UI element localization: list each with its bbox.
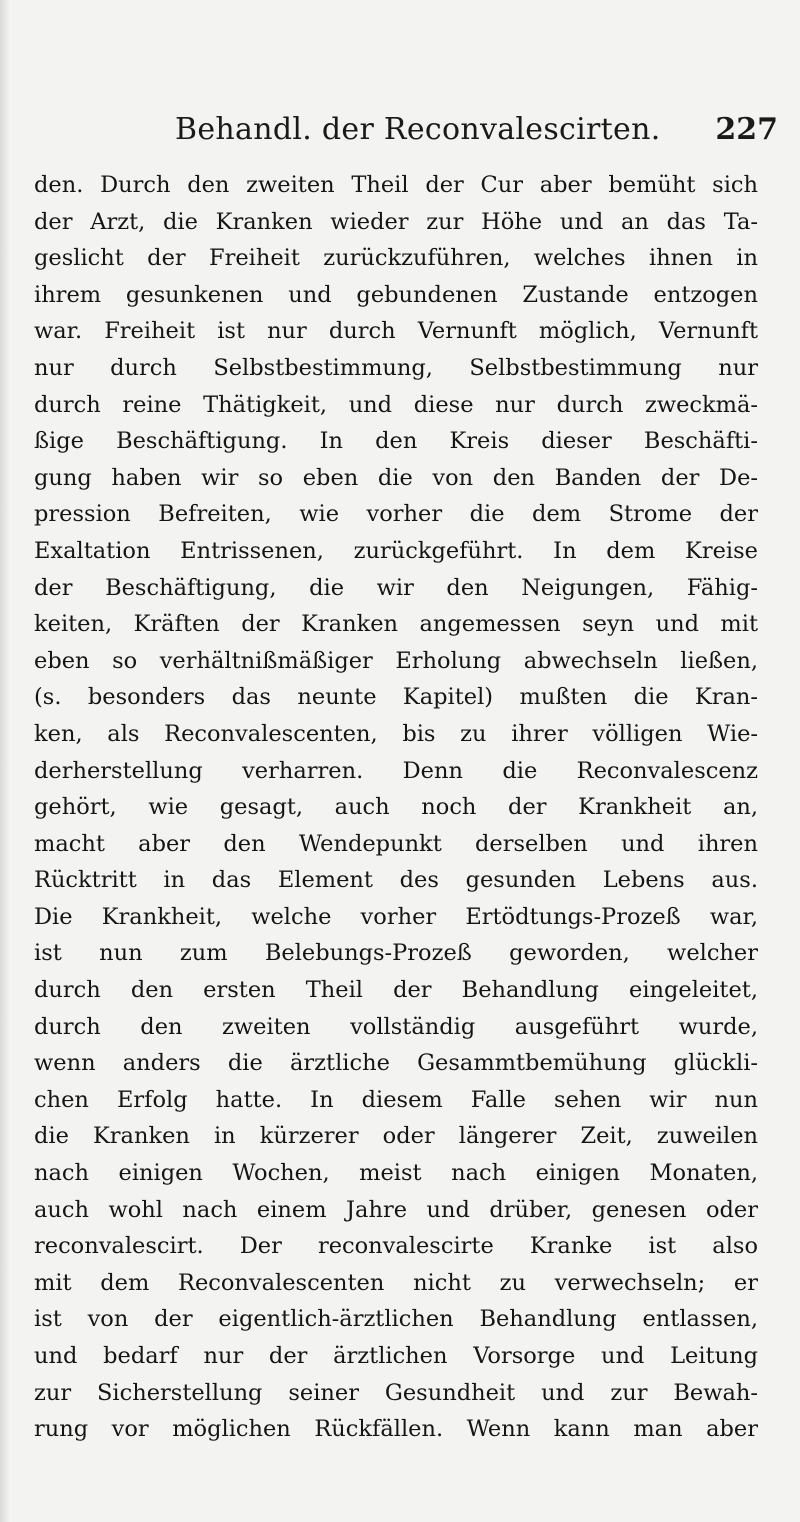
text-line: durch den zweiten vollständig ausgeführt wurde, [34,1013,758,1040]
text-line: Exaltation Entrissenen, zurückgeführt. In dem Kreise [34,537,758,564]
text-line: mit dem Reconvalescenten nicht zu verwechseln; er [34,1269,758,1296]
text-line: geslicht der Freiheit zurückzuführen, welches ihnen in [34,245,758,272]
text-line: keiten, Kräften der Kranken angemessen seyn und mit [34,611,758,638]
text-line: ist nun zum Belebungs-Prozeß geworden, welcher [34,940,758,967]
text-line: (s. besonders das neunte Kapitel) mußten die Kran- [34,684,758,711]
text-line: reconvalescirt. Der reconvalescirte Kranke ist also [34,1233,758,1260]
text-line: durch den ersten Theil der Behandlung eingeleitet, [34,977,758,1004]
text-line: zur Sicherstellung seiner Gesundheit und zur Bewah- [34,1379,758,1406]
text-line: gung haben wir so eben die von den Banden der De- [34,464,758,491]
text-line: nur durch Selbstbestimmung, Selbstbestimmung nur [34,354,758,381]
text-line: derherstellung verharren. Denn die Reconvalescenz [34,757,758,784]
text-line: ihrem gesunkenen und gebundenen Zustande entzogen [34,281,758,308]
text-line: war. Freiheit ist nur durch Vernunft möglich, Vernunft [34,318,758,345]
text-line: der Arzt, die Kranken wieder zur Höhe und an das Ta- [34,208,758,235]
text-line: pression Befreiten, wie vorher die dem Strome der [34,501,758,528]
text-line: rung vor möglichen Rückfällen. Wenn kann man aber [34,1416,758,1443]
text-line: macht aber den Wendepunkt derselben und ihren [34,830,758,857]
text-line: Die Krankheit, welche vorher Ertödtungs-Prozeß war, [34,903,758,930]
text-line: und bedarf nur der ärztlichen Vorsorge und Leitung [34,1343,758,1369]
text-line: der Beschäftigung, die wir den Neigungen, Fähig- [34,574,758,601]
body-text [34,167,758,1448]
text-line: chen Erfolg hatte. In diesem Falle sehen wir nun [34,1086,758,1113]
text-line: gehört, wie gesagt, auch noch der Krankheit an, [34,794,758,821]
text-line: nach einigen Wochen, meist nach einigen Monaten, [34,1160,758,1187]
text-line: wenn anders die ärztliche Gesammtbemühung glückli- [34,1050,758,1077]
running-title: Behandl. der Reconvalescirten. [175,112,661,147]
page-header [20,110,780,150]
page-number: 227 [715,112,778,147]
text-line: Rücktritt in das Element des gesunden Lebens aus. [34,867,758,894]
text-line: ist von der eigentlich-ärztlichen Behandlung entlassen, [34,1306,758,1333]
text-line: ßige Beschäftigung. In den Kreis dieser Beschäfti- [34,428,758,455]
text-line: den. Durch den zweiten Theil der Cur aber bemüht sich [34,172,758,198]
text-line: die Kranken in kürzerer oder längerer Zeit, zuweilen [34,1123,758,1150]
text-line: eben so verhältnißmäßiger Erholung abwechseln ließen, [34,647,758,674]
text-line: auch wohl nach einem Jahre und drüber, genesen oder [34,1196,758,1223]
text-line: ken, als Reconvalescenten, bis zu ihrer völligen Wie- [34,720,758,747]
text-line: durch reine Thätigkeit, und diese nur durch zweckmä- [34,391,758,418]
